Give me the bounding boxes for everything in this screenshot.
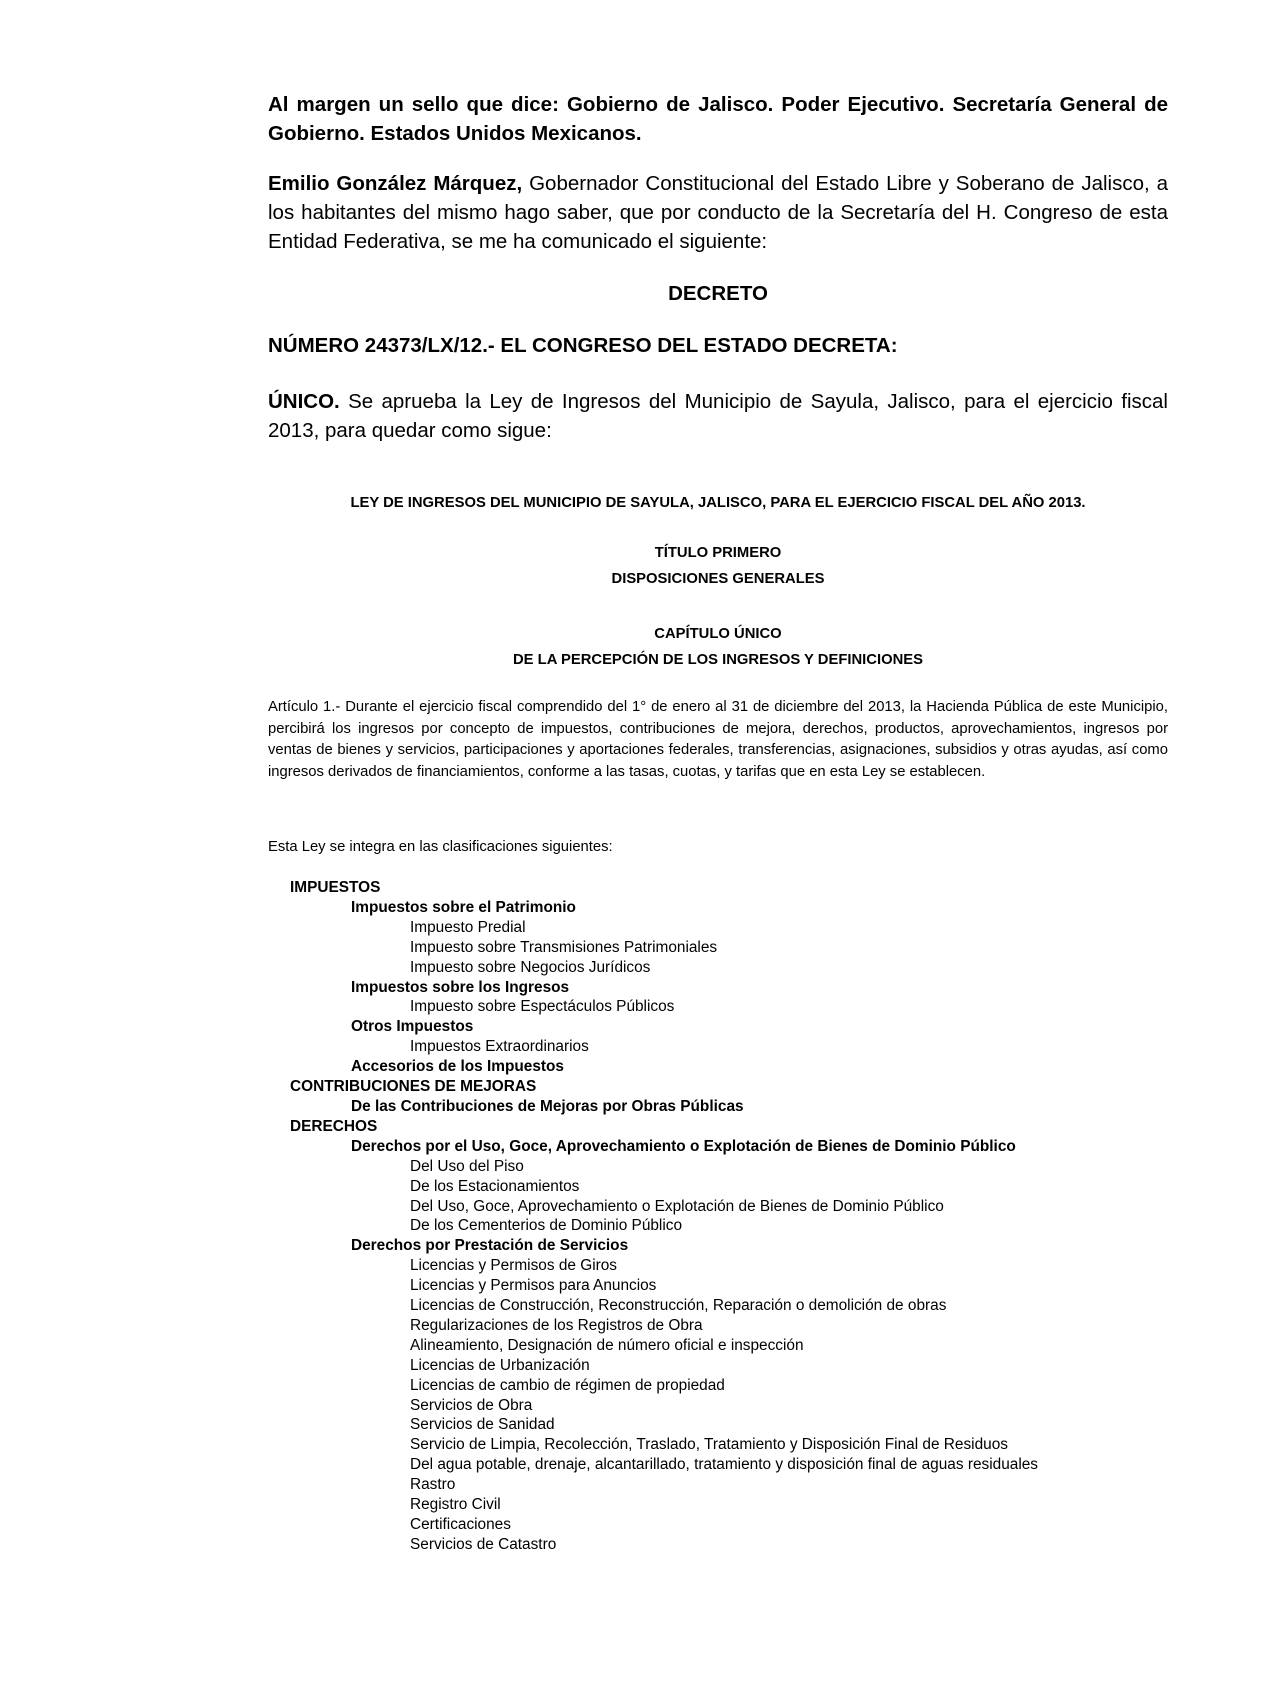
classification-item: Otros Impuestos [351,1018,474,1036]
classification-item: Accesorios de los Impuestos [351,1058,564,1076]
classification-item: Impuestos sobre el Patrimonio [351,898,576,916]
article-1: Artículo 1.- Durante el ejercicio fiscal comprendido del 1° de enero al 31 de diciembre del 2013, la Hacienda Pública de este Municipio, percibirá los ingresos por concepto de impuestos, contribuciones de mejora, derechos, productos, aprovechamientos, ingresos por ventas de bienes y servicios, participaciones y aportaciones federales, transferencias, asignaciones, subsidios y otras ayudas, así como ingresos derivados de financiamientos, conforme a las tasas, cuotas, y tarifas que en esta Ley se establecen. [268,699,1168,780]
classification-list [268,878,1168,1555]
classification-item: De los Estacionamientos [410,1177,580,1195]
classification-item: Impuesto sobre Negocios Jurídicos [410,958,651,976]
law-title: LEY DE INGRESOS DEL MUNICIPIO DE SAYULA, JALISCO, PARA EL EJERCICIO FISCAL DEL AÑO 2013. [350,495,1086,511]
classification-item: Impuestos sobre los Ingresos [351,978,570,996]
classification-item: Certificaciones [410,1516,511,1533]
unico-label: ÚNICO. [268,390,340,413]
classification-item: Servicios de Catastro [410,1535,557,1553]
classification-item: Licencias de Construcción, Reconstrucción, Reparación o demolición de obras [410,1297,947,1315]
classification-item: Licencias de Urbanización [410,1356,590,1374]
classification-item: Licencias de cambio de régimen de propiedad [410,1376,725,1394]
titulo-subheading: DISPOSICIONES GENERALES [611,571,825,587]
classification-item: Servicios de Obra [410,1396,533,1414]
classification-item: DERECHOS [290,1117,378,1135]
intro-paragraph [268,169,1168,256]
classification-item: Registro Civil [410,1496,501,1514]
unico-text: Se aprueba la Ley de Ingresos del Municipio de Sayula, Jalisco, para el ejercicio fiscal 2013, para quedar como sigue: [268,390,1168,442]
classification-item: Alineamiento, Designación de número oficial e inspección [410,1336,804,1354]
classification-item: Del Uso, Goce, Aprovechamiento o Explotación de Bienes de Dominio Público [410,1197,944,1215]
classification-item: De los Cementerios de Dominio Público [410,1217,683,1235]
classification-item: Impuesto Predial [410,918,526,936]
classification-item: IMPUESTOS [290,879,381,896]
capitulo-subheading: DE LA PERCEPCIÓN DE LOS INGRESOS Y DEFINICIONES [513,652,923,668]
intro-text: Gobernador Constitucional del Estado Libre y Soberano de Jalisco, a los habitantes del mismo hago saber, que por conducto de la Secretaría del H. Congreso de esta Entidad Federativa, se me ha comunicado el siguiente: [268,172,1168,253]
classification-item: Servicio de Limpia, Recolección, Traslado, Tratamiento y Disposición Final de Residuos [410,1436,1008,1454]
governor-name: Emilio González Márquez, [268,172,523,195]
classification-item: Rastro [410,1476,456,1494]
decree-number: NÚMERO 24373/LX/12.- EL CONGRESO DEL ESTADO DECRETA: [268,334,898,357]
classification-item: Impuesto sobre Transmisiones Patrimoniales [410,938,718,956]
unico-paragraph [268,387,1168,445]
classification-item: Derechos por Prestación de Servicios [351,1237,629,1255]
classification-item: Del agua potable, drenaje, alcantarillado, tratamiento y disposición final de aguas residuales [410,1456,1038,1474]
classification-item: Impuesto sobre Espectáculos Públicos [410,998,675,1016]
seal-notice: Al margen un sello que dice: Gobierno de Jalisco. Poder Ejecutivo. Secretaría General de Gobierno. Estados Unidos Mexicanos. [268,93,1168,145]
classification-item: CONTRIBUCIONES DE MEJORAS [290,1078,537,1096]
decree-title: DECRETO [668,282,768,305]
classification-item: Derechos por el Uso, Goce, Aprovechamiento o Explotación de Bienes de Dominio Público [351,1137,1016,1155]
classification-item: Servicios de Sanidad [410,1416,555,1434]
classification-item: Impuestos Extraordinarios [410,1038,589,1056]
classification-item: Regularizaciones de los Registros de Obra [410,1316,703,1334]
classification-item: De las Contribuciones de Mejoras por Obras Públicas [351,1097,744,1115]
classification-item: Del Uso del Piso [410,1157,524,1175]
capitulo-heading: CAPÍTULO ÚNICO [654,626,782,642]
classification-intro: Esta Ley se integra en las clasificaciones siguientes: [268,839,613,855]
classification-item: Licencias y Permisos de Giros [410,1257,617,1275]
titulo-heading: TÍTULO PRIMERO [654,545,782,561]
classification-item: Licencias y Permisos para Anuncios [410,1277,657,1295]
